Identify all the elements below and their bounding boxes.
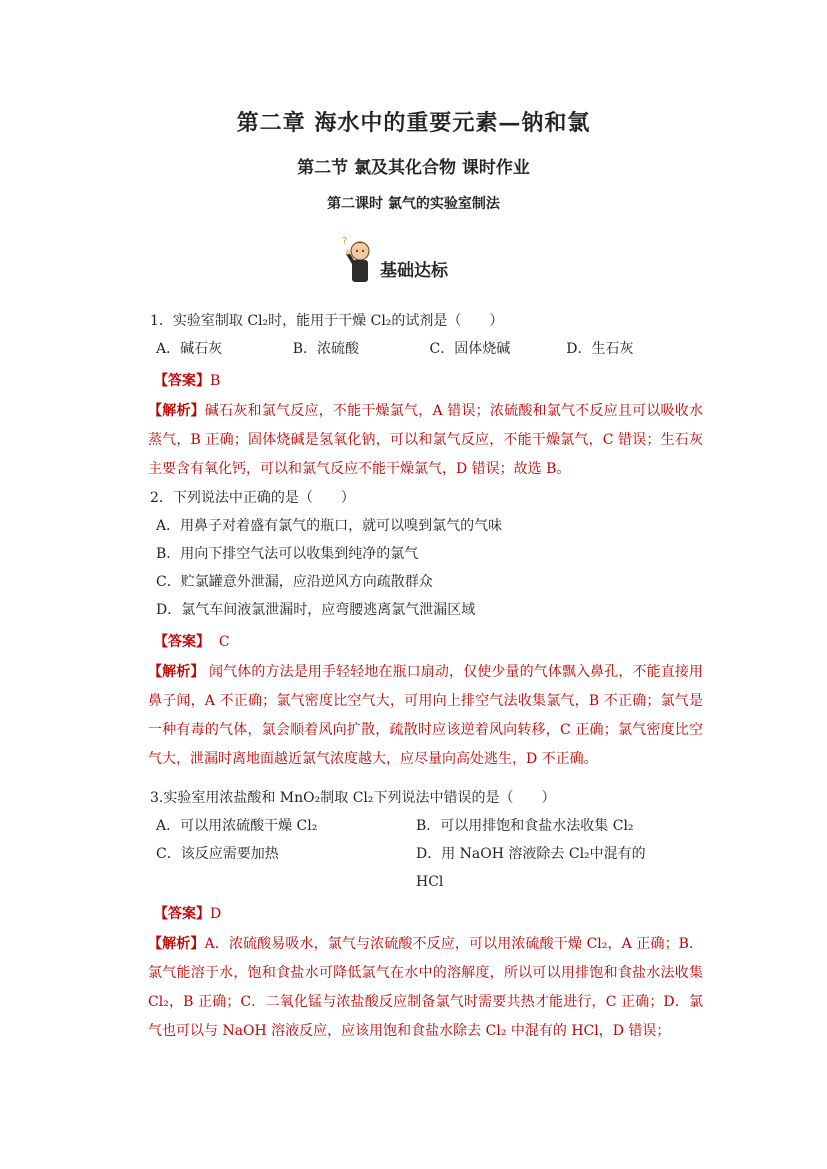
explanation [148,397,703,484]
option-b: B．可以用排饱和食盐水法收集 Cl₂ [416,818,634,834]
option-d: D．氯气车间液氯泄漏时，应弯腰逃离氯气泄漏区域 [156,602,476,618]
student-thinking-icon [340,234,380,286]
explanation [148,658,703,774]
option-b: B．用向下排空气法可以收集到纯净的氯气 [156,546,419,562]
explanation-text: 闻气体的方法是用手轻轻地在瓶口扇动，仅使少量的气体飘入鼻孔，不能直接用鼻子闻，A 不正确；氯气密度比空气大，可用向上排空气法收集氯气，B 不正确；氯气是一种有毒的气体，氯会顺着风向扩散，疏散时应该逆着风向转移，C 正确；氯气密度比空气大，泄漏时离地面越近氯气浓度越大，应尽量向高处逃生，D 不正确。 [148,664,703,767]
option-b: B．浓硫酸 [292,341,360,357]
option-c: C．贮氯罐意外泄漏，应沿逆风方向疏散群众 [156,574,433,590]
option-d: D．用 NaOH 溶液除去 Cl₂中混有的 HCl [416,846,646,890]
basic-badge [340,234,500,286]
answer-line [148,628,703,656]
badge-label: 基础达标 [380,261,448,281]
explanation-tag: 【解析】 [148,664,205,680]
questions-body [148,307,703,1046]
answer-tag: 【答案】 [154,373,210,389]
answer-tag: 【答案】 [154,906,210,922]
answer-line [148,900,703,928]
options-row [148,812,703,840]
question-1 [148,307,703,484]
answer-line [148,367,703,395]
question-3 [148,784,703,1046]
explanation-tag: 【解析】 [148,936,205,952]
question-stem: 2．下列说法中正确的是（ ） [150,490,355,506]
question-stem: 1．实验室制取 Cl₂时，能用于干燥 Cl₂的试剂是（ ） [150,313,504,329]
option-c: C．该反应需要加热 [156,846,279,862]
question-2 [148,484,703,774]
option-a: A．用鼻子对着盛有氯气的瓶口，就可以嗅到氯气的气味 [156,518,503,534]
section-title: 第二节 氯及其化合物 课时作业 [297,158,530,178]
explanation-text: 碱石灰和氯气反应，不能干燥氯气，A 错误；浓硫酸和氯气不反应且可以吸收水蒸气，B 正确；固体烧碱是氢氧化钠，可以和氯气反应，不能干燥氯气，C 错误；生石灰主要含有氧化钙，可以和氯气反应不能干燥氯气，D 错误；故选 B。 [148,403,703,477]
explanation-text: A．浓硫酸易吸水，氯气与浓硫酸不反应，可以用浓硫酸干燥 Cl₂，A 正确；B．氯气能溶于水，饱和食盐水可降低氯气在水中的溶解度，所以可以用排饱和食盐水法收集 Cl₂，B 正确；C．二氧化锰与浓盐酸反应制备氯气时需要共热才能进行，C 正确；D．氯气也可以与 NaOH 溶液反应，应该用饱和食盐水除去 Cl₂ 中混有的 HCl，D 错误； [148,936,704,1039]
explanation-tag: 【解析】 [148,403,205,419]
option-a: A．碱石灰 [156,341,223,357]
option-c: C．固体烧碱 [429,341,511,357]
options-row [148,840,703,896]
option-a: A．可以用浓硫酸干燥 Cl₂ [156,818,318,834]
answer-value: D [210,906,222,922]
svg-text:?: ? [342,236,348,247]
options-row [148,335,703,363]
lesson-title: 第二课时 氯气的实验室制法 [327,196,500,212]
explanation [148,930,703,1046]
chapter-title: 第二章 海水中的重要元素—钠和氯 [236,110,591,136]
answer-value: B [210,373,221,389]
answer-tag: 【答案】 [154,634,210,650]
option-d: D．生石灰 [566,341,634,357]
question-stem: 3.实验室用浓盐酸和 MnO₂制取 Cl₂下列说法中错误的是（ ） [150,790,556,806]
answer-value: C [210,634,230,650]
